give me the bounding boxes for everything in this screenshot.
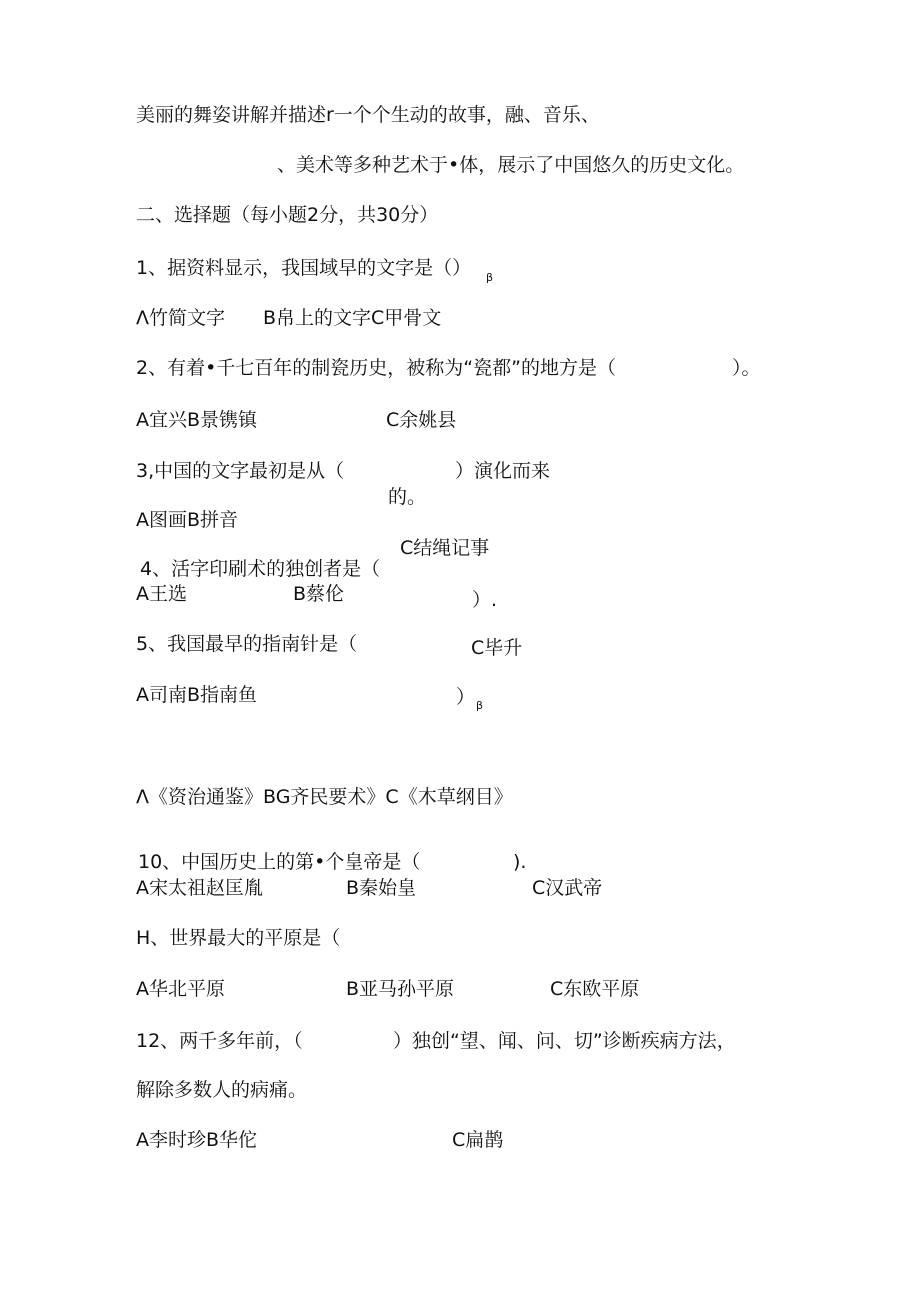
question-2-option-c: C余姚县 <box>386 409 457 431</box>
question-10: 10、中国历史上的第•个皇帝是（ <box>138 851 421 873</box>
question-4-end: ）. <box>472 589 498 611</box>
question-10-end: ). <box>513 851 527 873</box>
question-3-tail: 的。 <box>388 486 427 508</box>
question-3: 3,中国的文字最初是从（ <box>136 460 345 482</box>
question-1: 1、据资料显示，我国域早的文字是（） <box>136 257 472 279</box>
question-4-option-a: A王选 <box>136 583 187 605</box>
question-5: 5、我国最早的指南针是（ <box>136 633 358 655</box>
question-12-option-c: C扁鹊 <box>452 1129 504 1151</box>
question-11-option-a: A华北平原 <box>136 978 225 1000</box>
question-3-options-ab: A图画B拼音 <box>136 509 239 531</box>
question-11-option-b: B亚马孙平原 <box>346 978 455 1000</box>
question-5-end: ） <box>456 686 476 708</box>
question-12: 12、两千多年前，（ <box>136 1030 303 1052</box>
question-2: 2、有着•千七百年的制瓷历史，被称为“瓷都”的地方是（ <box>136 357 616 379</box>
question-3-option-c: C结绳记事 <box>400 537 490 559</box>
question-2-options-ab: A宜兴B景镌镇 <box>136 409 258 431</box>
paragraph-line-2: 、美术等多种艺术于•体，展示了中国悠久的历史文化。 <box>277 154 745 176</box>
paragraph-line-1: 美丽的舞姿讲解并描述r一个个生动的故事，融、音乐、 <box>136 104 600 126</box>
question-10-option-a: A宋太祖赵匡胤 <box>136 877 263 899</box>
question-4: 4、活字印刷术的独创者是（ <box>140 558 381 580</box>
question-1-option-a: Λ竹简文字 <box>136 307 225 329</box>
question-3-end: ）演化而来 <box>455 460 551 482</box>
question-10-option-c: C汉武帝 <box>532 877 603 899</box>
question-5-mark: β <box>476 699 484 712</box>
books-options: Λ《资治通鉴》BG齐民要术》C《木草纲目》 <box>136 786 513 808</box>
question-2-end: ）。 <box>732 357 761 379</box>
question-12-options-ab: A李时珍B华佗 <box>136 1129 258 1151</box>
question-11: H、世界最大的平原是（ <box>136 927 341 949</box>
question-1-options-bc: B帛上的文字C甲骨文 <box>263 307 442 329</box>
question-12-middle: ）独创“望、闻、问、切”诊断疾病方法， <box>393 1030 736 1052</box>
question-1-mark: β <box>486 271 494 284</box>
question-4-option-b: B蔡伦 <box>293 583 345 605</box>
question-10-option-b: B秦始皇 <box>346 877 417 899</box>
question-5-option-c: C毕升 <box>471 637 523 659</box>
section-heading: 二、选择题（每小题2分，共30分） <box>136 204 439 226</box>
question-5-options-ab: A司南B指南鱼 <box>136 684 258 706</box>
question-12-continued: 解除多数人的病痛。 <box>136 1079 308 1101</box>
question-11-option-c: C东欧平原 <box>550 978 640 1000</box>
